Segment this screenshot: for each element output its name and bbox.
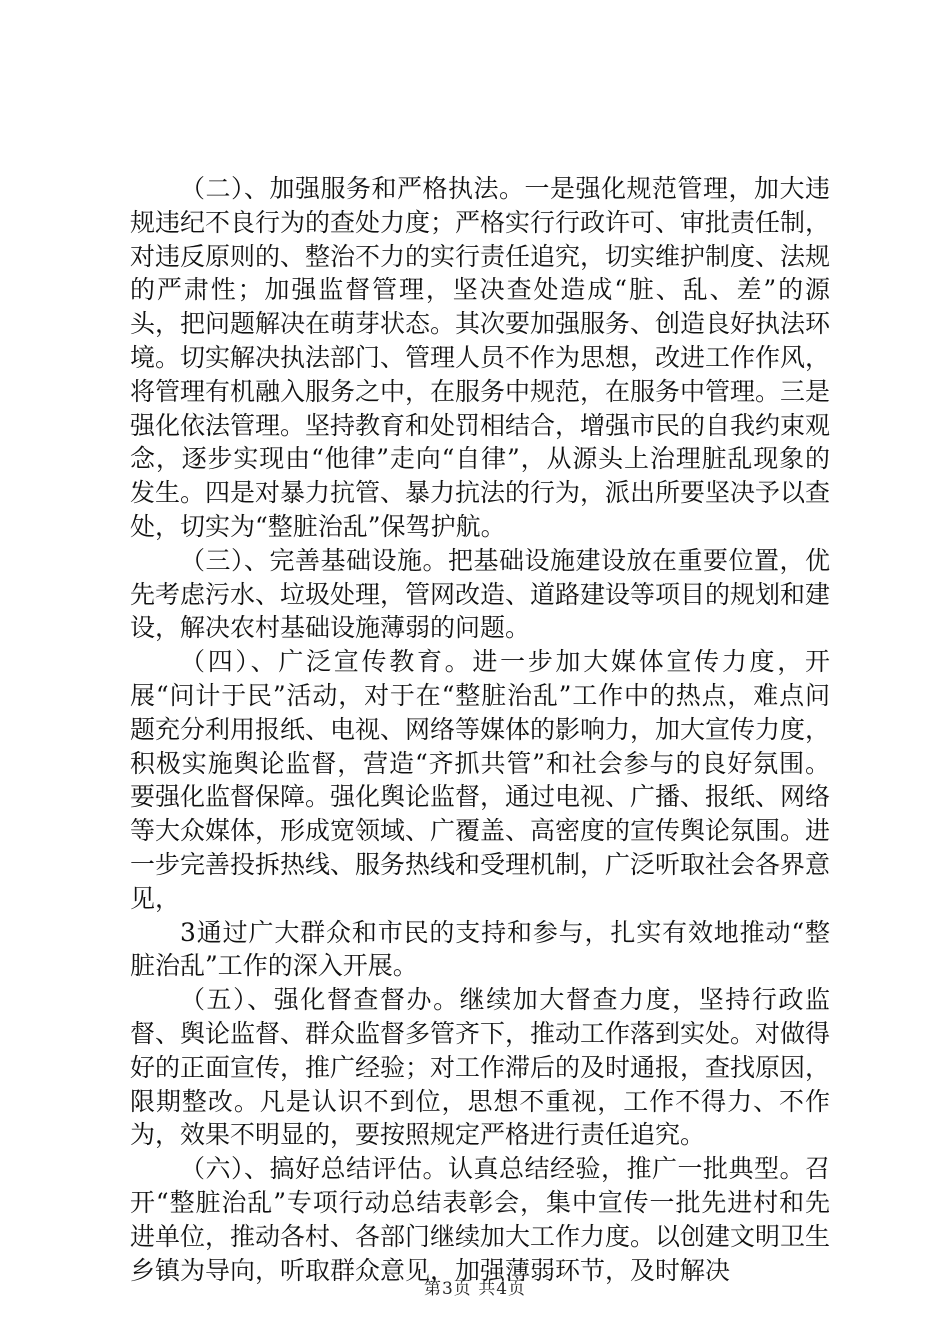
page-footer: 第3页 共4页 [423, 1279, 527, 1299]
paragraph-continuation: 3通过广大群众和市民的支持和参与，扎实有效地推动“整脏治乱”工作的深入开展。 [130, 917, 830, 981]
paragraph-2: （二）、加强服务和严格执法。一是强化规范管理，加大违规违纪不良行为的查处力度；严格实行行政许可、审批责任制，对违反原则的、整治不力的实行责任追究，切实维护制度、法规的严肃性；加强监督管理，坚决查处造成“脏、乱、差”的源头，把问题解决在萌芽状态。其次要加强服务、创造良好执法环境。切实解决执法部门、管理人员不作为思想，改进工作作风，将管理有机融入服务之中，在服务中规范，在服务中管理。三是强化依法管理。坚持教育和处罚相结合，增强市民的自我约束观念，逐步实现由“他律”走向“自律”，从源头上治理脏乱现象的发生。四是对暴力抗管、暴力抗法的行为，派出所要坚决予以查处，切实为“整脏治乱”保驾护航。 [130, 174, 831, 541]
paragraph-3: （三）、完善基础设施。把基础设施建设放在重要位置，优先考虑污水、垃圾处理，管网改造、道路建设等项目的规划和建设，解决农村基础设施薄弱的问题。 [130, 545, 831, 643]
paragraph-5: （五）、强化督查督办。继续加大督查力度，坚持行政监督、舆论监督、群众监督多管齐下，推动工作落到实处。对做得好的正面宣传，推广经验；对工作滞后的及时通报，查找原因，限期整改。凡是认识不到位，思想不重视，工作不得力、不作为，效果不明显的，要按照规定严格进行责任追究。 [130, 985, 831, 1150]
document-body [130, 172, 830, 1287]
paragraph-4: （四）、广泛宣传教育。进一步加大媒体宣传力度，开展“问计于民”活动，对于在“整脏治乱”工作中的热点，难点问题充分利用报纸、电视、网络等媒体的影响力，加大宣传力度，积极实施舆论监督，营造“齐抓共管”和社会参与的良好氛围。要强化监督保障。强化舆论监督，通过电视、广播、报纸、网络等大众媒体，形成宽领域、广覆盖、高密度的宣传舆论氛围。进一步完善投拆热线、服务热线和受理机制，广泛听取社会各界意见， [130, 647, 831, 913]
paragraph-6: （六）、搞好总结评估。认真总结经验，推广一批典型。召开“整脏治乱”专项行动总结表彰会，集中宣传一批先进村和先进单位，推动各村、各部门继续加大工作力度。以创建文明卫生乡镇为导向，听取群众意见，加强薄弱环节，及时解决 [130, 1154, 831, 1285]
